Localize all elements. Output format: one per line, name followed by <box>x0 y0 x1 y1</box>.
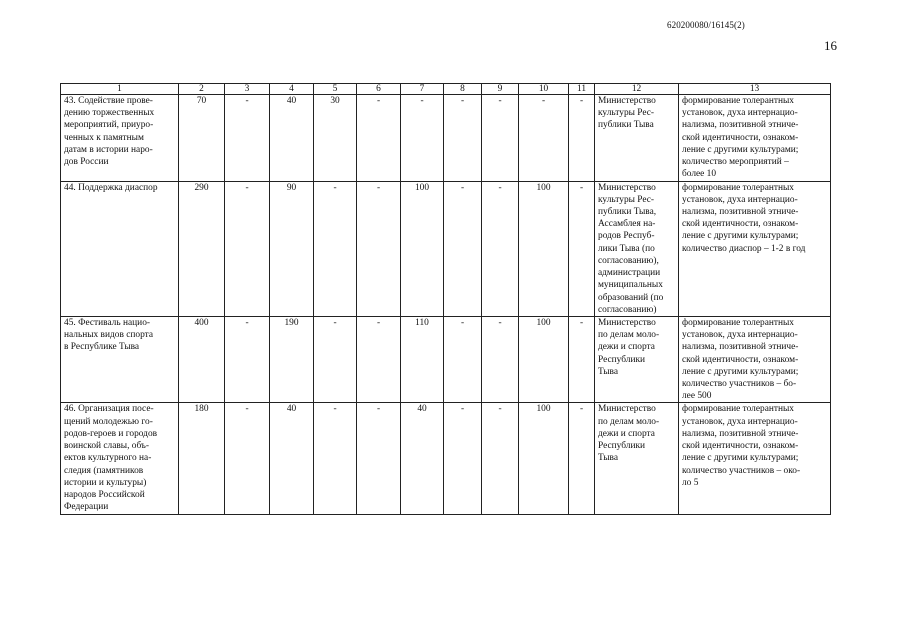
table-row <box>61 95 831 182</box>
funding-value-cell: - <box>225 181 270 316</box>
page-number: 16 <box>824 38 837 53</box>
funding-value-cell: - <box>401 95 444 182</box>
executor-cell: Министерство культуры Рес- публики Тыва, Ассамблея на- родов Респуб- лики Тыва (по согласованию), администрации муниципальных образований (по согласованию) <box>595 181 679 316</box>
table-body <box>61 95 831 515</box>
column-header-8: 8 <box>444 84 482 95</box>
funding-value-cell: 90 <box>270 181 314 316</box>
funding-value-cell: - <box>357 181 401 316</box>
funding-value-cell: 40 <box>270 95 314 182</box>
column-header-4: 4 <box>270 84 314 95</box>
table-header <box>61 84 831 95</box>
funding-value-cell: - <box>569 403 595 515</box>
funding-value-cell: 30 <box>314 95 357 182</box>
funding-value-cell: - <box>314 181 357 316</box>
funding-value-cell: 70 <box>179 95 225 182</box>
measure-name-cell: 43. Содействие прове- дению торжественных мероприятий, приуро- ченных к памятным датам в истории наро- дов России <box>61 95 179 182</box>
funding-value-cell: - <box>444 95 482 182</box>
executor-cell: Министерство культуры Рес- публики Тыва <box>595 95 679 182</box>
funding-value-cell: - <box>357 316 401 403</box>
column-header-9: 9 <box>482 84 519 95</box>
table-row <box>61 181 831 316</box>
funding-value-cell: - <box>569 316 595 403</box>
table-row <box>61 316 831 403</box>
funding-value-cell: - <box>444 181 482 316</box>
funding-value-cell: 180 <box>179 403 225 515</box>
expected-result-cell: формирование толерантных установок, духа интернацио- нализма, позитивной этниче- ской идентичности, ознаком- ление с другими культурами; количество мероприятий – более 10 <box>679 95 831 182</box>
funding-value-cell: 100 <box>519 181 569 316</box>
table-row <box>61 403 831 515</box>
funding-value-cell: - <box>314 403 357 515</box>
funding-value-cell: - <box>225 403 270 515</box>
funding-value-cell: 190 <box>270 316 314 403</box>
column-header-7: 7 <box>401 84 444 95</box>
measure-name-cell: 45. Фестиваль нацио- нальных видов спорта в Республике Тыва <box>61 316 179 403</box>
funding-value-cell: - <box>519 95 569 182</box>
expected-result-cell: формирование толерантных установок, духа интернацио- нализма, позитивной этниче- ской идентичности, ознаком- ление с другими культурами; количество диаспор – 1-2 в год <box>679 181 831 316</box>
column-header-11: 11 <box>569 84 595 95</box>
funding-value-cell: - <box>444 316 482 403</box>
column-header-2: 2 <box>179 84 225 95</box>
expected-result-cell: формирование толерантных установок, духа интернацио- нализма, позитивной этниче- ской идентичности, ознаком- ление с другими культурами; количество участников – око- ло 5 <box>679 403 831 515</box>
funding-value-cell: 100 <box>519 316 569 403</box>
column-header-1: 1 <box>61 84 179 95</box>
funding-value-cell: - <box>569 181 595 316</box>
column-header-5: 5 <box>314 84 357 95</box>
column-header-10: 10 <box>519 84 569 95</box>
funding-value-cell: - <box>225 95 270 182</box>
funding-value-cell: - <box>357 403 401 515</box>
column-header-12: 12 <box>595 84 679 95</box>
funding-value-cell: - <box>357 95 401 182</box>
funding-value-cell: - <box>225 316 270 403</box>
funding-value-cell: 110 <box>401 316 444 403</box>
funding-value-cell: 400 <box>179 316 225 403</box>
program-table <box>60 83 831 515</box>
document-number: 620200080/16145(2) <box>667 20 745 30</box>
funding-value-cell: - <box>569 95 595 182</box>
funding-value-cell: - <box>482 316 519 403</box>
column-header-3: 3 <box>225 84 270 95</box>
header-row <box>61 84 831 95</box>
funding-value-cell: - <box>482 181 519 316</box>
funding-value-cell: - <box>314 316 357 403</box>
funding-value-cell: - <box>482 95 519 182</box>
column-header-6: 6 <box>357 84 401 95</box>
executor-cell: Министерство по делам моло- дежи и спорта Республики Тыва <box>595 316 679 403</box>
funding-value-cell: - <box>444 403 482 515</box>
expected-result-cell: формирование толерантных установок, духа интернацио- нализма, позитивной этниче- ской идентичности, ознаком- ление с другими культурами; количество участников – бо- лее 500 <box>679 316 831 403</box>
funding-value-cell: - <box>482 403 519 515</box>
funding-value-cell: 100 <box>401 181 444 316</box>
funding-value-cell: 290 <box>179 181 225 316</box>
measure-name-cell: 46. Организация посе- щений молодежью го- родов-героев и городов воинской славы, объ- ектов культурного на- следия (памятников истории и культуры) народов Российской Федерации <box>61 403 179 515</box>
funding-value-cell: 40 <box>270 403 314 515</box>
measure-name-cell: 44. Поддержка диаспор <box>61 181 179 316</box>
funding-value-cell: 40 <box>401 403 444 515</box>
executor-cell: Министерство по делам моло- дежи и спорта Республики Тыва <box>595 403 679 515</box>
column-header-13: 13 <box>679 84 831 95</box>
funding-value-cell: 100 <box>519 403 569 515</box>
